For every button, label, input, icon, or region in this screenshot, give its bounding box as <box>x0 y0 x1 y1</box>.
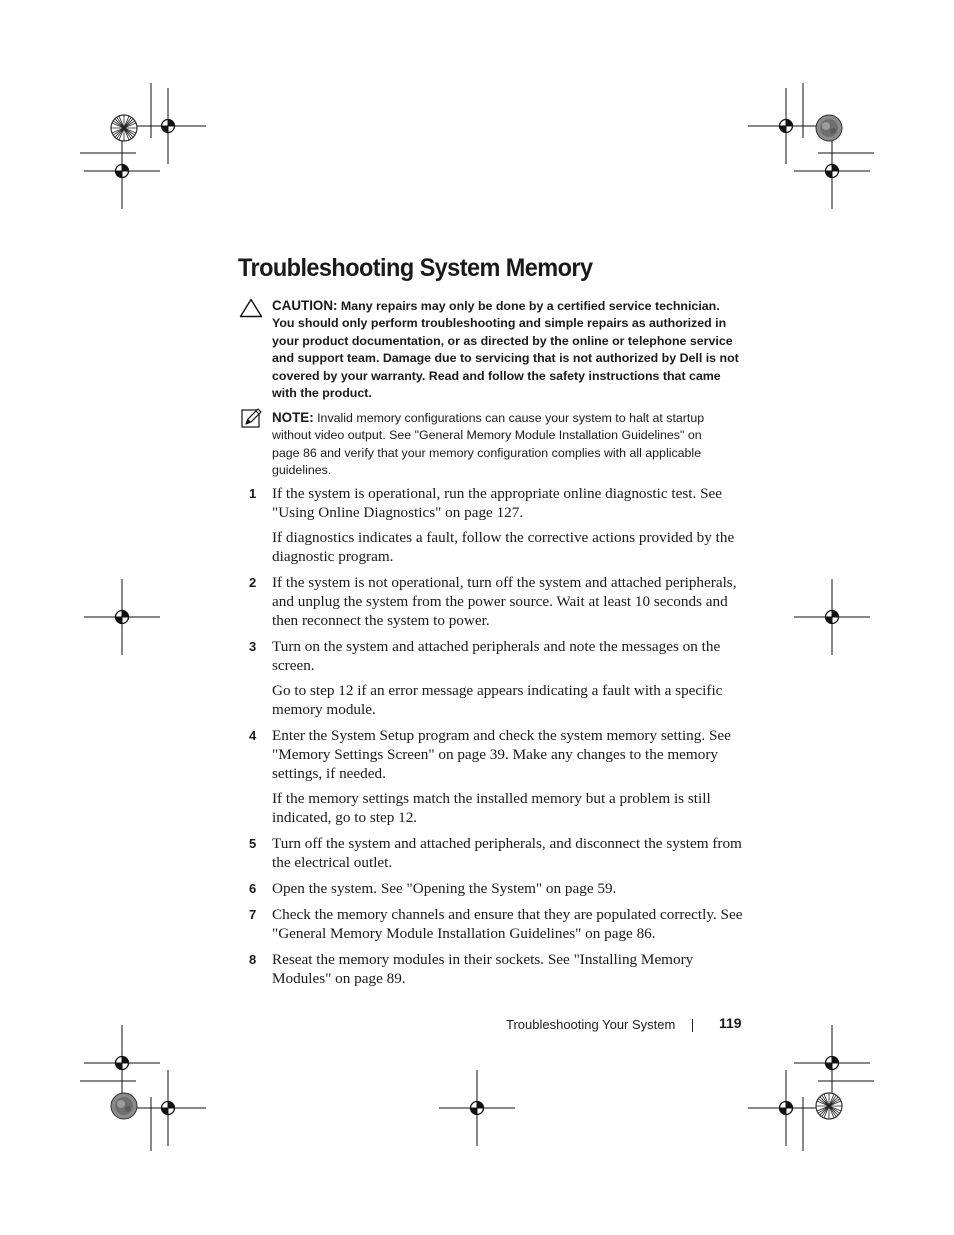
step-item <box>249 834 744 872</box>
registration-mark <box>748 1070 824 1146</box>
step-text: If the system is not operational, turn off the system and attached peripherals, and unplug the system from the power source. Wait at least 10 seconds and then reconnect the system to power. <box>272 574 737 629</box>
registration-mark <box>794 1025 870 1101</box>
step-subtext: If the memory settings match the installed memory but a problem is still indicated, go to step 12. <box>272 790 711 826</box>
step-item <box>249 637 744 719</box>
procedure-steps <box>249 484 744 995</box>
caution-triangle-icon <box>239 298 263 318</box>
step-text: Check the memory channels and ensure that they are populated correctly. See "General Memory Module Installation Guidelines" on page 86. <box>272 906 743 942</box>
caution-label: CAUTION: <box>272 298 338 313</box>
step-text: Open the system. See "Opening the System" on page 59. <box>272 880 617 897</box>
starburst-mark <box>816 1093 842 1119</box>
note-text: Invalid memory configurations can cause your system to halt at startup without video output. See "General Memory Module Installation Guidelines" on page 86 and verify that your memory configuration complies with all applicable guidelines. <box>272 411 705 478</box>
step-text: Turn off the system and attached peripherals, and disconnect the system from the electrical outlet. <box>272 835 742 871</box>
registration-mark <box>794 579 870 655</box>
step-text: Turn on the system and attached peripherals and note the messages on the screen. <box>272 638 721 674</box>
caution-notice <box>272 297 740 402</box>
step-number: 4 <box>249 728 257 743</box>
caution-text: Many repairs may only be done by a certified service technician. You should only perform troubleshooting and simple repairs as authorized in your product documentation, or as directed by the online or telephone service and support team. Damage due to servicing that is not authorized by Dell is not covered by your warranty. Read and follow the safety instructions that came with the product. <box>272 299 739 401</box>
step-number: 3 <box>249 639 257 654</box>
registration-mark <box>130 88 206 164</box>
step-number: 7 <box>249 907 257 922</box>
step-item <box>249 484 744 566</box>
registration-mark <box>84 133 160 209</box>
starburst-mark <box>111 115 137 141</box>
page-number: 119 <box>719 1015 742 1031</box>
step-item <box>249 726 744 827</box>
note-notice <box>272 409 732 480</box>
step-item <box>249 950 744 988</box>
step-item <box>249 573 744 630</box>
registration-mark <box>748 88 824 164</box>
footer-section-title: Troubleshooting Your System <box>506 1017 676 1032</box>
note-pencil-icon <box>241 408 263 430</box>
step-number: 6 <box>249 881 257 896</box>
step-number: 2 <box>249 575 257 590</box>
registration-mark <box>84 579 160 655</box>
step-item <box>249 905 744 943</box>
registration-mark <box>84 1025 160 1101</box>
step-subtext: If diagnostics indicates a fault, follow the corrective actions provided by the diagnostic program. <box>272 529 735 565</box>
step-number: 5 <box>249 836 257 851</box>
step-item <box>249 879 744 898</box>
note-label: NOTE: <box>272 410 314 425</box>
footer-divider <box>692 1019 693 1032</box>
color-dot-mark <box>816 115 842 141</box>
step-number: 8 <box>249 952 257 967</box>
step-subtext: Go to step 12 if an error message appears indicating a fault with a specific memory module. <box>272 682 723 718</box>
color-dot-mark <box>111 1093 137 1119</box>
step-text: Reseat the memory modules in their sockets. See "Installing Memory Modules" on page 89. <box>272 951 694 987</box>
page-title: Troubleshooting System Memory <box>238 254 593 282</box>
registration-mark <box>130 1070 206 1146</box>
registration-mark <box>794 133 870 209</box>
step-text: Enter the System Setup program and check the system memory setting. See "Memory Settings Screen" on page 39. Make any changes to the memory settings, if needed. <box>272 727 731 782</box>
step-text: If the system is operational, run the appropriate online diagnostic test. See "Using Online Diagnostics" on page 127. <box>272 485 723 521</box>
registration-mark <box>439 1070 515 1146</box>
step-number: 1 <box>249 486 257 501</box>
